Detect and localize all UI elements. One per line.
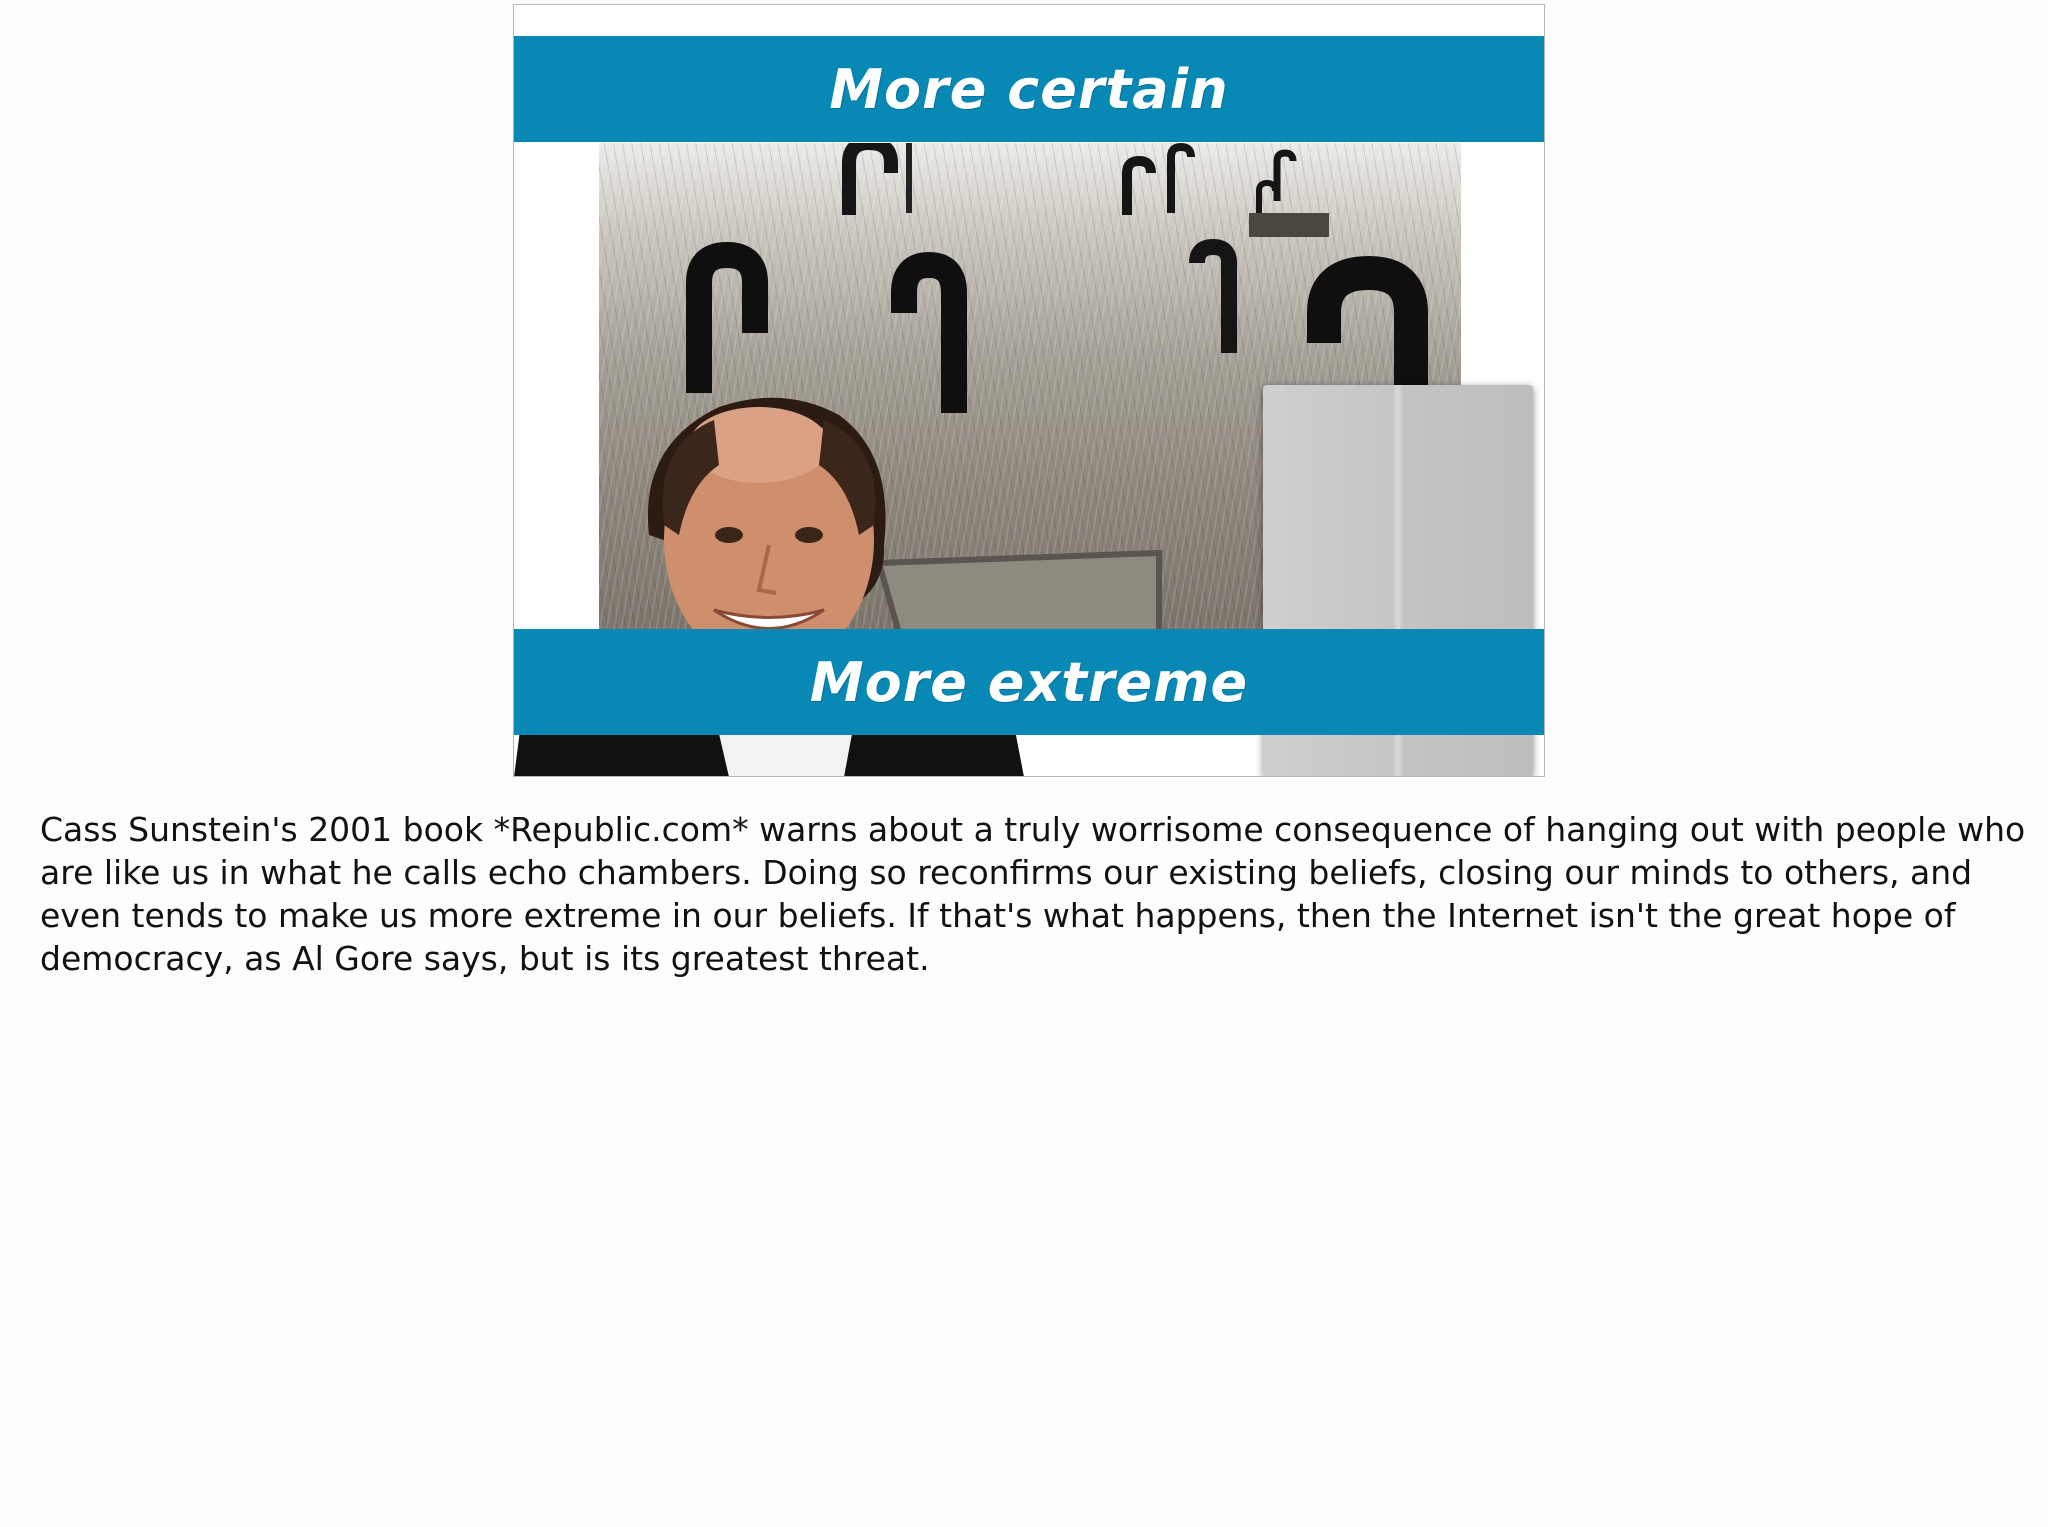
speaker-notes: Cass Sunstein's 2001 book *Republic.com* warns about a truly worrisome consequence of hanging out with people who are like us in what he calls echo chambers. Doing so reconfirms our existing beliefs, closing our minds to others, and even tends to make us more extreme in our beliefs. If that's what happens, then the Internet isn't the great hope of democracy, as Al Gore says, but is its greatest threat. (40, 810, 2026, 978)
more-certain-banner: More certain (514, 36, 1544, 142)
slide (513, 4, 1545, 777)
more-extreme-banner: More extreme (514, 629, 1544, 735)
